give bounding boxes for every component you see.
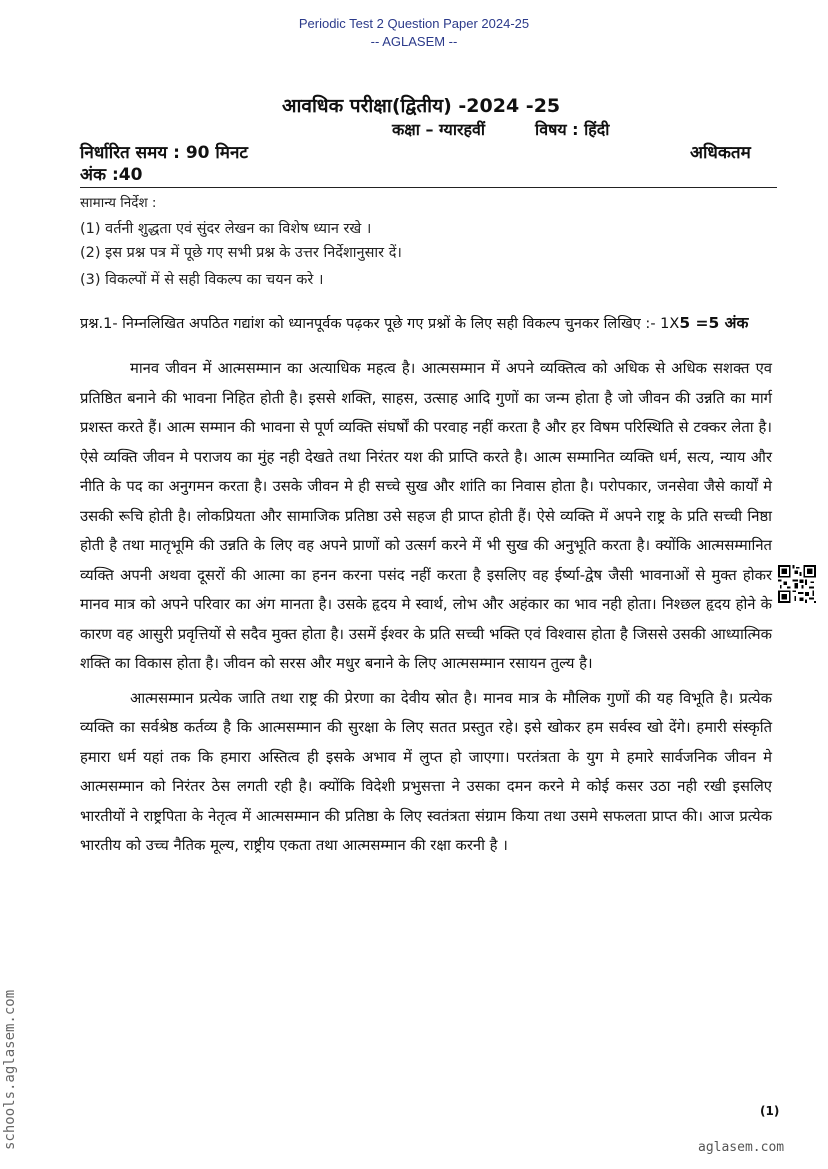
passage-paragraph-1: मानव जीवन में आत्मसम्मान का अत्याधिक महत्व है। आत्मसम्मान में अपने व्यक्तित्व को अधिक से अधिक सशक्त एव प्रतिष्ठित बनाने की भावना निहित होती है। इससे शक्ति, साहस, उत्साह आदि गुणों का जन्म होता है जो जीवन की उन्नति का मार्ग प्रशस्त करते हैं। आत्म सम्मान की भावना से पूर्ण व्यक्ति संघर्षों की परवाह नहीं करता है और हर विषम परिस्थिति से टक्कर लेता है। ऐसे व्यक्ति जीवन मे पराजय का मुंह नही देखते तथा निरंतर यश की प्राप्ति करते है। आत्म सम्मानित व्यक्ति धर्म, सत्य, न्याय और नीति के पद का अनुगमन करता है। उसके जीवन मे ही सच्चे सुख और शांति का निवास होता है। परोपकार, जनसेवा जैसे कार्यों मे उसकी रूचि होती है। लोकप्रियता और सामाजिक प्रतिष्ठा उसे सहज ही प्राप्त होती हैं। ऐसे व्यक्ति में अपने राष्ट्र के प्रति सच्ची निष्ठा होती है तथा मातृभूमि की उन्नति के लिए वह अपने प्राणों को उत्सर्ग करने में भी सुख की अनुभूति करता है। क्योंकि आत्मसम्मानित व्यक्ति अपनी अथवा दूसरों की आत्मा का हनन करना पसंद नहीं करता है इसलिए वह ईर्ष्या-द्वेष जैसी भावनाओं से मुक्त होकर मानव मात्र को अपने परिवार का अंग मानता है। उसके हृदय मे स्वार्थ, लोभ और अहंकार का भाव नही होता। निश्छल हृदय होने के कारण वह आसुरी प्रवृत्तियों से सदैव मुक्त होता है। उसमें ईश्वर के प्रति सच्ची भक्ति एवं विश्वास होता है जिससे उसकी आध्यात्मिक शक्ति का विकास होता है। जीवन को सरस और मधुर बनाने के लिए आत्मसम्मान रसायन तुल्य है। [80, 360, 772, 672]
max-marks-label: अधिकतम [690, 143, 751, 163]
instructions-title: सामान्य निर्देश : [80, 195, 157, 211]
exam-title: आवधिक परीक्षा(द्वितीय) -2024 -25 [282, 95, 561, 117]
unseen-passage [80, 354, 772, 861]
question-1-marks: 5 =5 अंक [679, 314, 749, 332]
header-divider [80, 187, 777, 188]
question-1-text: प्रश्न.1- निम्नलिखित अपठित गद्यांश को ध्यानपूर्वक पढ़कर पूछे गए प्रश्नों के लिए सही विकल्प चुनकर लिखिए :- 1X [80, 316, 680, 332]
header-line-2: -- AGLASEM -- [370, 34, 458, 49]
class-subject-line [392, 118, 609, 140]
side-watermark: schools.aglasem.com [2, 989, 18, 1150]
instruction-item: (2) इस प्रश्न पत्र में पूछे गए सभी प्रश्न के उत्तर निर्देशानुसार दें। [80, 245, 402, 261]
passage-paragraph-2: आत्मसम्मान प्रत्येक जाति तथा राष्ट्र की प्रेरणा का देवीय स्रोत है। मानव मात्र के मौलिक गुणों की यह विभूति है। प्रत्येक व्यक्ति का सर्वश्रेष्ठ कर्तव्य है कि आत्मसम्मान की सुरक्षा के लिए सतत प्रस्तुत रहे। इसे खोकर हम सर्वस्व खो देंगे। हमारी संस्कृति हमारा धर्म यहां तक कि हमारा अस्तित्व ही इसके अभाव में लुप्त हो जाएगा। परतंत्रता के युग मे हमारे सार्वजनिक जीवन मे आत्मसम्मान को निरंतर ठेस लगती रही है। क्योंकि विदेशी प्रभुसत्ता ने उसका दमन करने मे कोई कसर उठा नही रखी इसलिए भारतीयों ने राष्ट्रपिता के नेतृत्व में आत्मसम्मान की प्रतिष्ठा के लिए स्वतंत्रता संग्राम किया तथा उसमे सफलता प्राप्त की। आज प्रत्येक भारतीय को उच्च नैतिक मूल्य, राष्ट्रीय एकता तथा आत्मसम्मान की रक्षा करनी है । [80, 689, 772, 854]
qr-code-icon [778, 565, 816, 603]
footer-watermark: aglasem.com [698, 1140, 785, 1155]
subject-label: विषय : हिंदी [535, 120, 610, 139]
time-label: निर्धारित समय : 90 मिनट [80, 143, 248, 163]
instruction-item: (3) विकल्पों में से सही विकल्प का चयन करे । [80, 272, 324, 288]
marks-label: अंक :40 [80, 165, 143, 185]
question-1 [80, 313, 770, 334]
header-line-1: Periodic Test 2 Question Paper 2024-25 [298, 16, 530, 31]
instruction-item: (1) वर्तनी शुद्धता एवं सुंदर लेखन का विशेष ध्यान रखे । [80, 221, 372, 237]
page-number: (1) [760, 1104, 780, 1118]
class-label: कक्षा – ग्यारहवीं [392, 120, 486, 139]
